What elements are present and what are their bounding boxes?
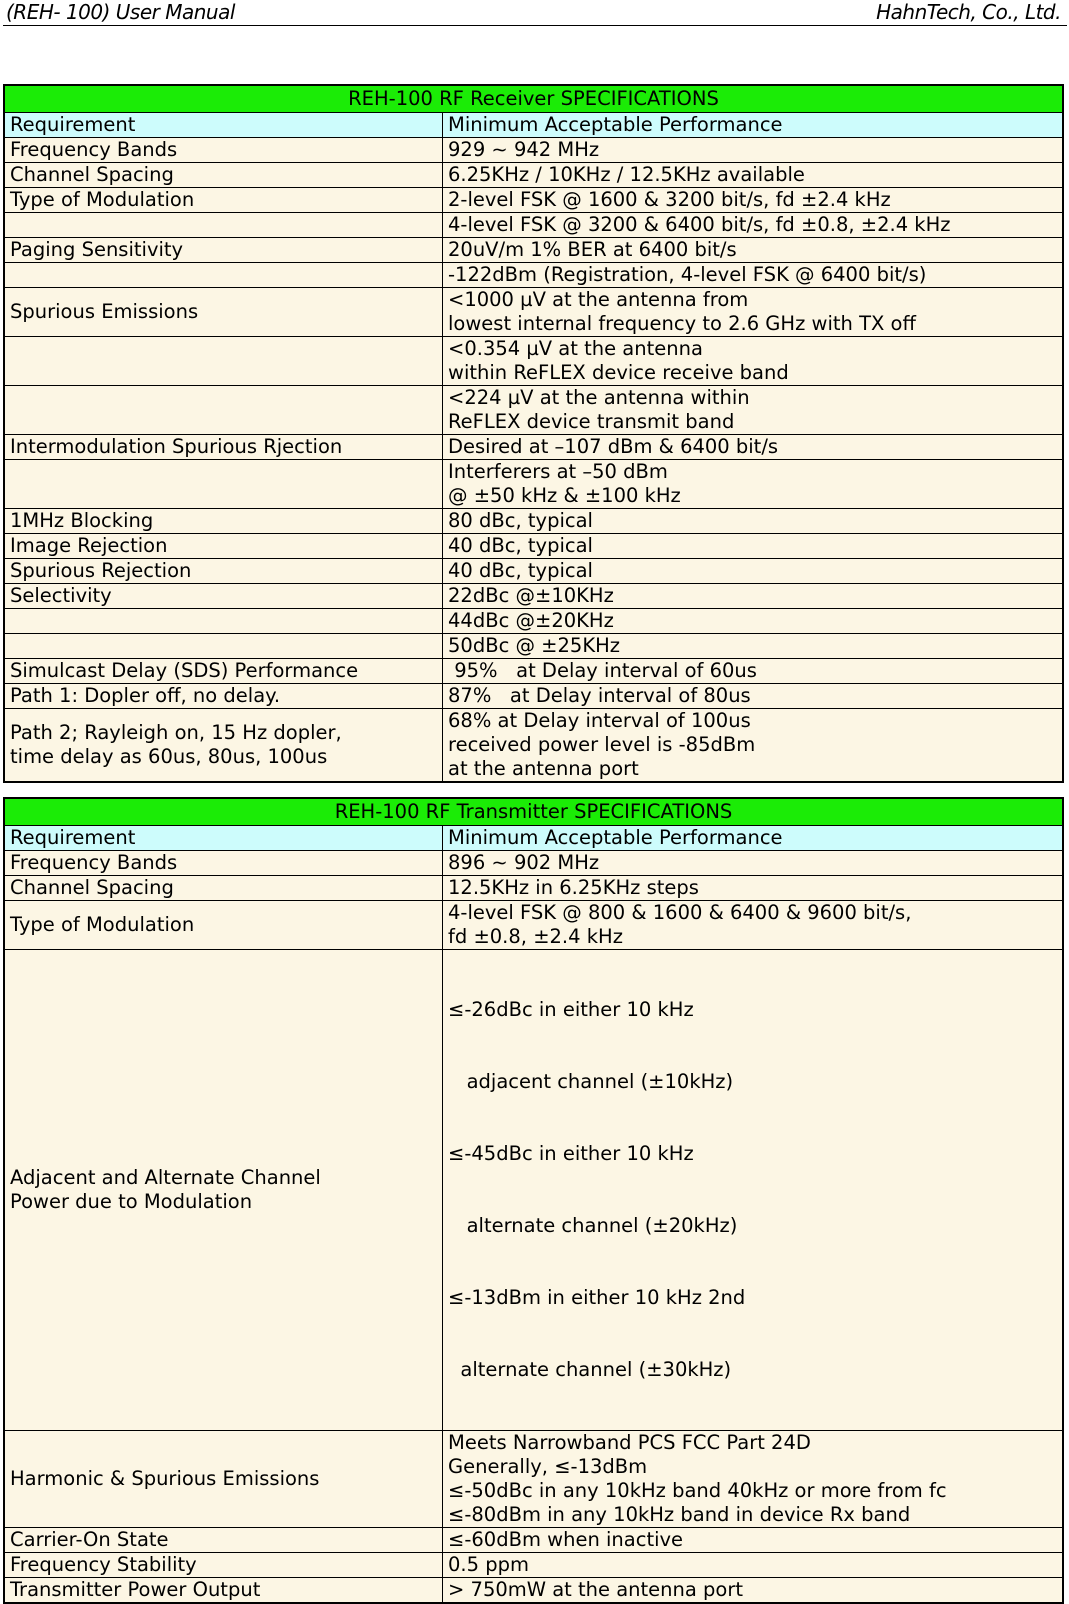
receiver-spec-table bbox=[3, 84, 1064, 783]
requirement-line: Path 2; Rayleigh on, 15 Hz dopler, bbox=[10, 721, 342, 744]
table-row bbox=[4, 584, 1063, 609]
requirement-line: Power due to Modulation bbox=[10, 1190, 253, 1213]
performance-cell bbox=[443, 288, 1064, 337]
table-row bbox=[4, 659, 1063, 684]
performance-line: <0.354 µV at the antenna bbox=[448, 337, 703, 360]
requirement-cell: Channel Spacing bbox=[4, 163, 443, 188]
performance-cell: 50dBc @ ±25KHz bbox=[443, 634, 1064, 659]
requirement-cell: Harmonic & Spurious Emissions bbox=[4, 1431, 443, 1528]
receiver-table-title: REH-100 RF Receiver SPECIFICATIONS bbox=[4, 85, 1063, 113]
performance-cell bbox=[443, 460, 1064, 509]
header-divider bbox=[3, 25, 1067, 26]
performance-cell: 87% at Delay interval of 80us bbox=[443, 684, 1064, 709]
requirement-cell bbox=[4, 460, 443, 509]
performance-cell: -122dBm (Registration, 4-level FSK @ 6400 bit/s) bbox=[443, 263, 1064, 288]
table-row bbox=[4, 559, 1063, 584]
performance-line: <1000 µV at the antenna from bbox=[448, 288, 749, 311]
performance-cell: Desired at –107 dBm & 6400 bit/s bbox=[443, 435, 1064, 460]
performance-line: alternate channel (±20kHz) bbox=[448, 1214, 738, 1237]
performance-cell: 929 ∼ 942 MHz bbox=[443, 138, 1064, 163]
transmitter-header-requirement: Requirement bbox=[4, 826, 443, 851]
performance-line: adjacent channel (±10kHz) bbox=[448, 1070, 734, 1093]
requirement-cell bbox=[4, 609, 443, 634]
requirement-cell: Simulcast Delay (SDS) Performance bbox=[4, 659, 443, 684]
requirement-cell: Intermodulation Spurious Rjection bbox=[4, 435, 443, 460]
performance-line: ≤-80dBm in any 10kHz band in device Rx band bbox=[448, 1503, 911, 1526]
performance-line: ≤-13dBm in either 10 kHz 2nd bbox=[448, 1286, 746, 1309]
performance-line: fd ±0.8, ±2.4 kHz bbox=[448, 925, 623, 948]
table-row bbox=[4, 386, 1063, 435]
table-row bbox=[4, 851, 1063, 876]
performance-line: alternate channel (±30kHz) bbox=[448, 1358, 732, 1381]
performance-cell: > 750mW at the antenna port bbox=[443, 1578, 1064, 1604]
receiver-header-requirement: Requirement bbox=[4, 113, 443, 138]
table-row bbox=[4, 435, 1063, 460]
table-row bbox=[4, 509, 1063, 534]
table-row bbox=[4, 213, 1063, 238]
requirement-cell: Carrier-On State bbox=[4, 1528, 443, 1553]
requirement-cell: Frequency Bands bbox=[4, 851, 443, 876]
performance-cell: 0.5 ppm bbox=[443, 1553, 1064, 1578]
performance-line: Meets Narrowband PCS FCC Part 24D bbox=[448, 1431, 811, 1454]
performance-line: <224 µV at the antenna within bbox=[448, 386, 750, 409]
performance-cell: 6.25KHz / 10KHz / 12.5KHz available bbox=[443, 163, 1064, 188]
requirement-cell: Frequency Bands bbox=[4, 138, 443, 163]
requirement-cell: Spurious Rejection bbox=[4, 559, 443, 584]
table-row bbox=[4, 684, 1063, 709]
table-row bbox=[4, 709, 1063, 783]
performance-line: ≤-26dBc in either 10 kHz bbox=[448, 998, 694, 1021]
requirement-cell: Type of Modulation bbox=[4, 188, 443, 213]
performance-cell: 44dBc @±20KHz bbox=[443, 609, 1064, 634]
performance-line: Generally, ≤-13dBm bbox=[448, 1455, 648, 1478]
performance-cell: 80 dBc, typical bbox=[443, 509, 1064, 534]
performance-cell: 12.5KHz in 6.25KHz steps bbox=[443, 876, 1064, 901]
table-row bbox=[4, 288, 1063, 337]
table-row bbox=[4, 138, 1063, 163]
table-row bbox=[4, 950, 1063, 1431]
performance-cell: 20uV/m 1% BER at 6400 bit/s bbox=[443, 238, 1064, 263]
table-row bbox=[4, 876, 1063, 901]
requirement-cell bbox=[4, 634, 443, 659]
requirement-cell: Paging Sensitivity bbox=[4, 238, 443, 263]
requirement-cell bbox=[4, 386, 443, 435]
table-row bbox=[4, 163, 1063, 188]
header-manual-title: (REH- 100) User Manual bbox=[6, 0, 235, 24]
transmitter-spec-table bbox=[3, 797, 1064, 1604]
table-row bbox=[4, 634, 1063, 659]
performance-line: ≤-50dBc in any 10kHz band 40kHz or more from fc bbox=[448, 1479, 947, 1502]
requirement-cell bbox=[4, 263, 443, 288]
requirement-cell: Selectivity bbox=[4, 584, 443, 609]
requirement-cell bbox=[4, 337, 443, 386]
performance-cell: 95% at Delay interval of 60us bbox=[443, 659, 1064, 684]
table-row bbox=[4, 238, 1063, 263]
performance-cell: 40 dBc, typical bbox=[443, 559, 1064, 584]
performance-cell bbox=[443, 709, 1064, 783]
requirement-cell: Channel Spacing bbox=[4, 876, 443, 901]
table-row bbox=[4, 337, 1063, 386]
table-row bbox=[4, 1528, 1063, 1553]
performance-cell: 40 dBc, typical bbox=[443, 534, 1064, 559]
requirement-cell: Transmitter Power Output bbox=[4, 1578, 443, 1604]
table-row bbox=[4, 534, 1063, 559]
table-row bbox=[4, 1431, 1063, 1528]
performance-line: 68% at Delay interval of 100us bbox=[448, 709, 751, 732]
performance-line: 4-level FSK @ 800 & 1600 & 6400 & 9600 bit/s, bbox=[448, 901, 912, 924]
performance-cell bbox=[443, 386, 1064, 435]
performance-cell: ≤-60dBm when inactive bbox=[443, 1528, 1064, 1553]
table-row bbox=[4, 901, 1063, 950]
performance-line: within ReFLEX device receive band bbox=[448, 361, 789, 384]
requirement-cell: Spurious Emissions bbox=[4, 288, 443, 337]
requirement-line: Adjacent and Alternate Channel bbox=[10, 1166, 321, 1189]
requirement-cell: Type of Modulation bbox=[4, 901, 443, 950]
performance-line: received power level is -85dBm bbox=[448, 733, 756, 756]
performance-cell bbox=[443, 901, 1064, 950]
performance-line: ≤-45dBc in either 10 kHz bbox=[448, 1142, 694, 1165]
requirement-line: time delay as 60us, 80us, 100us bbox=[10, 745, 328, 768]
table-row bbox=[4, 1578, 1063, 1604]
table-row bbox=[4, 188, 1063, 213]
performance-cell bbox=[443, 1431, 1064, 1528]
requirement-cell: Image Rejection bbox=[4, 534, 443, 559]
performance-line: ReFLEX device transmit band bbox=[448, 410, 735, 433]
transmitter-table-title: REH-100 RF Transmitter SPECIFICATIONS bbox=[4, 798, 1063, 826]
receiver-header-performance: Minimum Acceptable Performance bbox=[443, 113, 1064, 138]
table-row bbox=[4, 609, 1063, 634]
table-row bbox=[4, 460, 1063, 509]
performance-line: @ ±50 kHz & ±100 kHz bbox=[448, 484, 681, 507]
performance-line: lowest internal frequency to 2.6 GHz with TX off bbox=[448, 312, 916, 335]
performance-line: at the antenna port bbox=[448, 757, 639, 780]
requirement-cell: 1MHz Blocking bbox=[4, 509, 443, 534]
performance-cell: 896 ∼ 902 MHz bbox=[443, 851, 1064, 876]
table-row bbox=[4, 1553, 1063, 1578]
requirement-cell bbox=[4, 709, 443, 783]
performance-cell: 22dBc @±10KHz bbox=[443, 584, 1064, 609]
performance-cell bbox=[443, 950, 1064, 1431]
requirement-cell bbox=[4, 950, 443, 1431]
requirement-cell: Frequency Stability bbox=[4, 1553, 443, 1578]
performance-cell: 2-level FSK @ 1600 & 3200 bit/s, fd ±2.4 kHz bbox=[443, 188, 1064, 213]
header-company-name: HahnTech, Co., Ltd. bbox=[876, 0, 1061, 24]
performance-cell: 4-level FSK @ 3200 & 6400 bit/s, fd ±0.8, ±2.4 kHz bbox=[443, 213, 1064, 238]
table-row bbox=[4, 263, 1063, 288]
requirement-cell: Path 1: Dopler off, no delay. bbox=[4, 684, 443, 709]
performance-line: Interferers at –50 dBm bbox=[448, 460, 668, 483]
requirement-cell bbox=[4, 213, 443, 238]
transmitter-header-performance: Minimum Acceptable Performance bbox=[443, 826, 1064, 851]
performance-cell bbox=[443, 337, 1064, 386]
